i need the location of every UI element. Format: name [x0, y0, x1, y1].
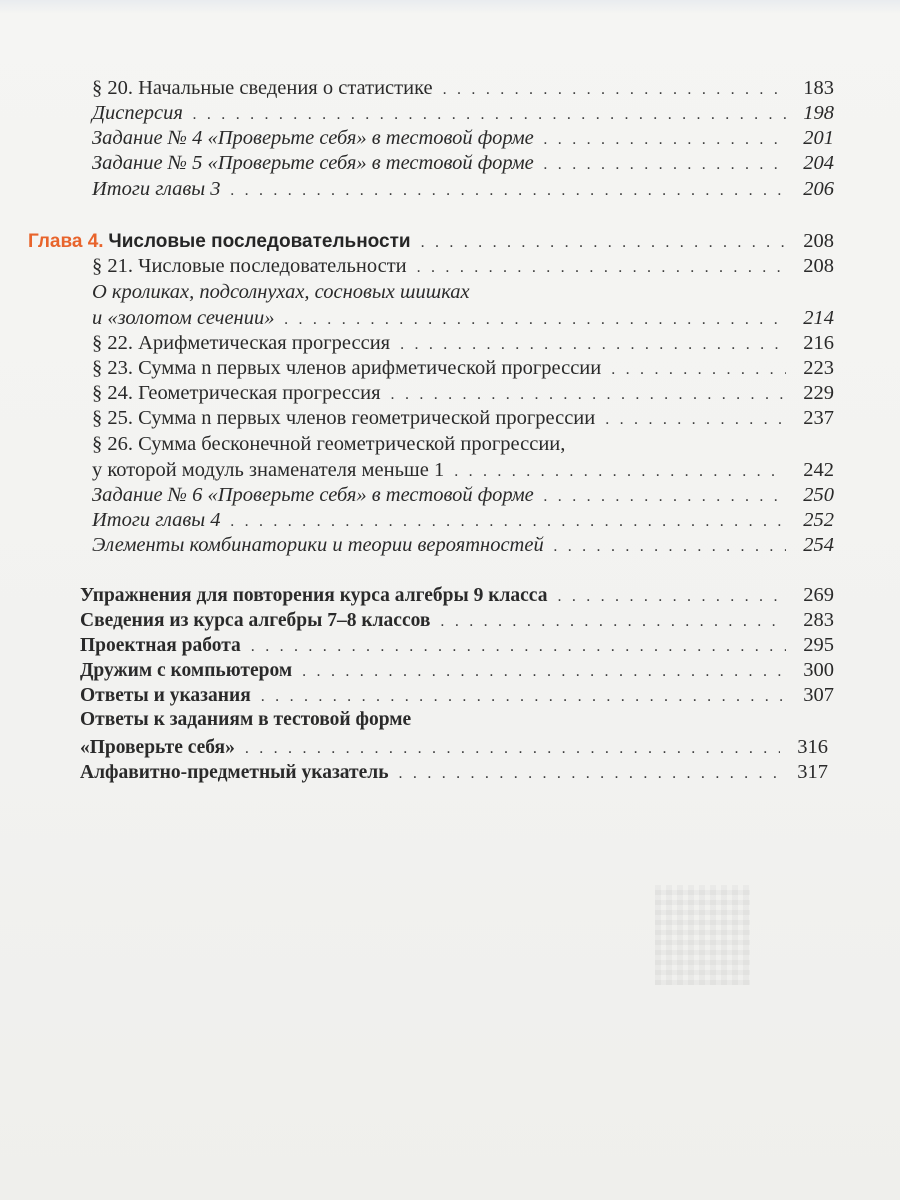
toc-leader-dots	[251, 635, 786, 659]
toc-entry-page: 206	[803, 178, 834, 200]
toc-leader-dots	[611, 358, 786, 382]
toc-entry-answers[interactable]	[80, 683, 834, 709]
toc-leader-dots	[231, 510, 786, 534]
toc-entry-page: 198	[803, 102, 834, 124]
toc-entry-info-7-8[interactable]	[80, 608, 834, 634]
toc-entry-title: Задание № 5 «Проверьте себя» в тестовой форме	[92, 152, 534, 174]
toc-entry-title: Алфавитно-предметный указатель	[80, 762, 389, 783]
toc-entry-page: 237	[803, 407, 834, 429]
toc-leader-dots	[605, 408, 786, 432]
toc-entry-page: 316	[797, 736, 828, 758]
page-top-edge	[0, 0, 900, 14]
toc-entry-page: 242	[803, 459, 834, 481]
toc-entry-page: 317	[797, 761, 828, 783]
show-through-qr-code	[655, 885, 750, 985]
toc-entry-title: § 23. Сумма n первых членов арифметической прогрессии	[92, 357, 602, 379]
chapter-title: Числовые последовательности	[108, 231, 411, 252]
toc-entry-title: Упражнения для повторения курса алгебры 9 класса	[80, 585, 548, 606]
toc-entry-section-25[interactable]	[92, 406, 834, 432]
toc-leader-dots	[554, 535, 786, 559]
toc-entry-page: 216	[803, 332, 834, 354]
toc-entry-page: 283	[803, 609, 834, 631]
toc-entry-title: и «золотом сечении»	[92, 307, 275, 329]
toc-entry-title: § 25. Сумма n первых членов геометрической прогрессии	[92, 407, 596, 429]
toc-entry-title: Задание № 4 «Проверьте себя» в тестовой форме	[92, 127, 534, 149]
toc-entry-title: «Проверьте себя»	[80, 737, 235, 758]
toc-entry-page: 252	[803, 509, 834, 531]
toc-entry-title: Итоги главы 4	[92, 509, 221, 531]
toc-chapter-4[interactable]	[28, 229, 834, 255]
toc-entry-title: Задание № 6 «Проверьте себя» в тестовой форме	[92, 484, 534, 506]
toc-entry-dispersion[interactable]	[92, 101, 834, 127]
toc-leader-dots	[544, 485, 786, 509]
toc-leader-dots	[193, 103, 786, 127]
toc-entry-page: 208	[803, 230, 834, 252]
toc-entry-section-22[interactable]	[92, 331, 834, 357]
toc-entry-page: 229	[803, 382, 834, 404]
toc-entry-test-answers[interactable]	[80, 735, 828, 761]
toc-entry-page: 269	[803, 584, 834, 606]
toc-leader-dots	[544, 153, 786, 177]
toc-entry-rabbits[interactable]	[92, 306, 834, 332]
toc-leader-dots	[417, 256, 786, 280]
toc-entry-index[interactable]	[80, 760, 828, 786]
toc-leader-dots	[421, 231, 786, 255]
toc-leader-dots	[454, 460, 786, 484]
toc-entry-title: Дисперсия	[92, 102, 183, 124]
toc-entry-title: § 24. Геометрическая прогрессия	[92, 382, 381, 404]
toc-leader-dots	[231, 179, 786, 203]
toc-entry-section-21[interactable]	[92, 254, 834, 280]
toc-entry-page: 204	[803, 152, 834, 174]
toc-entry-title: Сведения из курса алгебры 7–8 классов	[80, 610, 431, 631]
toc-entry-task-4[interactable]	[92, 126, 834, 152]
toc-leader-dots	[557, 585, 786, 609]
toc-entry-task-6[interactable]	[92, 483, 834, 509]
toc-entry-task-5[interactable]	[92, 151, 834, 177]
toc-entry-title: у которой модуль знаменателя меньше 1	[92, 459, 445, 481]
toc-leader-dots	[245, 737, 780, 761]
toc-entry-exercises[interactable]	[80, 583, 834, 609]
toc-leader-dots	[261, 685, 786, 709]
toc-entry-page: 295	[803, 634, 834, 656]
toc-entry-title: Итоги главы 3	[92, 178, 221, 200]
toc-entry-page: 250	[803, 484, 834, 506]
toc-entry-section-24[interactable]	[92, 381, 834, 407]
toc-entry-rabbits-line1[interactable]: О кроликах, подсолнухах, сосновых шишках	[92, 281, 470, 303]
toc-entry-title: Дружим с компьютером	[80, 660, 293, 681]
toc-leader-dots	[443, 78, 786, 102]
toc-entry-page: 201	[803, 127, 834, 149]
toc-entry-summary-4[interactable]	[92, 508, 834, 534]
toc-entry-section-23[interactable]	[92, 356, 834, 382]
toc-entry-combinatorics[interactable]	[92, 533, 834, 559]
toc-leader-dots	[544, 128, 786, 152]
toc-entry-page: 300	[803, 659, 834, 681]
toc-entry-section-20[interactable]	[92, 76, 834, 102]
toc-leader-dots	[284, 308, 786, 332]
toc-entry-computer[interactable]	[80, 658, 834, 684]
toc-entry-title: § 21. Числовые последовательности	[92, 255, 407, 277]
toc-leader-dots	[399, 762, 780, 786]
toc-leader-dots	[302, 660, 786, 684]
toc-entry-page: 208	[803, 255, 834, 277]
toc-entry-section-26[interactable]	[92, 458, 834, 484]
toc-entry-section-26-line1[interactable]: § 26. Сумма бесконечной геометрической прогрессии,	[92, 433, 566, 455]
toc-leader-dots	[391, 383, 786, 407]
toc-entry-project[interactable]	[80, 633, 834, 659]
toc-entry-title: Ответы и указания	[80, 685, 251, 706]
toc-entry-page: 307	[803, 684, 834, 706]
toc-entry-title: § 20. Начальные сведения о статистике	[92, 77, 433, 99]
chapter-label: Глава 4.	[28, 231, 104, 252]
toc-leader-dots	[440, 610, 786, 634]
toc-entry-title: Проектная работа	[80, 635, 241, 656]
toc-entry-page: 183	[803, 77, 834, 99]
toc-leader-dots	[400, 333, 786, 357]
toc-entry-page: 223	[803, 357, 834, 379]
toc-entry-page: 254	[803, 534, 834, 556]
toc-entry-title: § 22. Арифметическая прогрессия	[92, 332, 391, 354]
toc-entry-title: Элементы комбинаторики и теории вероятностей	[92, 534, 544, 556]
toc-entry-summary-3[interactable]	[92, 177, 834, 203]
toc-entry-page: 214	[803, 307, 834, 329]
toc-entry-test-answers-line1[interactable]: Ответы к заданиям в тестовой форме	[80, 709, 412, 730]
